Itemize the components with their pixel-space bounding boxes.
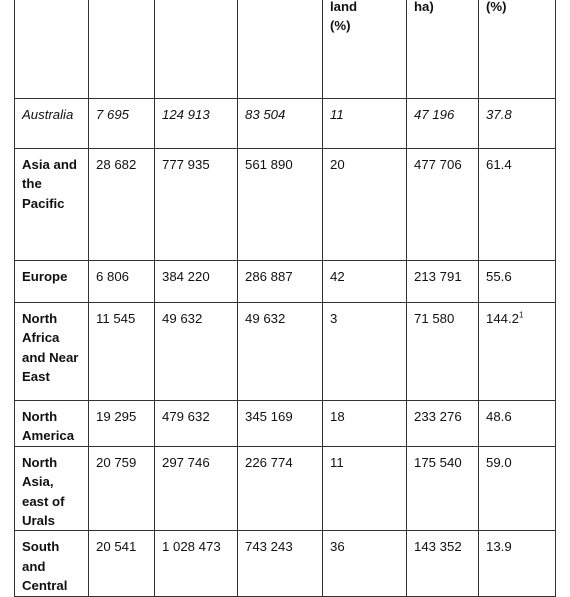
value-text: 233 276 (414, 409, 462, 424)
value-cell (323, 446, 407, 531)
header-cell (155, 0, 238, 99)
value-text: 286 887 (245, 269, 293, 284)
value-cell (238, 99, 323, 149)
value-text: 18 (330, 409, 345, 424)
value-text: 11 (330, 454, 344, 470)
value-text: 83 504 (245, 107, 286, 122)
value-cell (155, 99, 238, 149)
value-cell (238, 531, 323, 596)
value-cell (238, 261, 323, 303)
value-text: 11 545 (96, 311, 136, 326)
region-cell: Australia (15, 99, 89, 149)
value-text: 777 935 (162, 157, 210, 172)
value-text: 36 (330, 539, 345, 555)
value-text: 55.6 (486, 269, 512, 284)
table-header-row (15, 0, 556, 99)
value-text: 47 196 (414, 107, 455, 122)
value-cell (407, 261, 479, 303)
table-row (15, 446, 556, 531)
value-cell (407, 303, 479, 401)
value-cell (89, 303, 155, 401)
value-text: 226 774 (245, 454, 293, 470)
value-text: 213 791 (414, 269, 462, 284)
value-text: 20 (330, 157, 345, 172)
value-text: 13.9 (486, 539, 512, 555)
footnote-marker: 1 (519, 310, 524, 320)
header-cell (238, 0, 323, 99)
region-cell: North Africa and Near East (15, 303, 89, 401)
value-text: 7 695 (96, 107, 130, 122)
value-cell (323, 303, 407, 401)
value-cell (155, 531, 238, 596)
value-text: 49 632 (162, 311, 203, 326)
value-text: 6 806 (96, 269, 130, 284)
table-row (15, 531, 556, 596)
value-cell (89, 261, 155, 303)
value-cell (89, 99, 155, 149)
table-row (15, 149, 556, 261)
value-text: 175 540 (414, 454, 462, 470)
table-row (15, 303, 556, 401)
value-cell (89, 446, 155, 531)
value-text: 19 295 (96, 409, 137, 424)
value-cell (407, 531, 479, 596)
value-text: 71 580 (414, 311, 455, 326)
value-cell (479, 401, 556, 447)
value-text: 28 682 (96, 157, 137, 172)
value-text: 561 890 (245, 157, 293, 172)
value-cell (479, 531, 556, 596)
value-cell (155, 149, 238, 261)
table-row (15, 401, 556, 447)
value-cell (479, 149, 556, 261)
value-cell (407, 99, 479, 149)
value-cell (323, 261, 407, 303)
header-cell: (%) (479, 0, 556, 99)
value-cell (407, 401, 479, 447)
value-cell (323, 401, 407, 447)
value-cell (323, 531, 407, 596)
value-cell (238, 446, 323, 531)
region-cell: North America (15, 401, 89, 447)
region-cell: Europe (15, 261, 89, 303)
region-cell: North Asia, east of Urals (15, 446, 89, 531)
value-cell (323, 99, 407, 149)
value-text: 743 243 (245, 539, 293, 555)
value-text: 11 (330, 107, 344, 122)
value-text: 345 169 (245, 409, 293, 424)
value-cell (238, 303, 323, 401)
table-row (15, 261, 556, 303)
value-text: 143 352 (414, 539, 462, 555)
value-cell (479, 99, 556, 149)
value-text: 1 028 473 (162, 539, 221, 555)
value-cell (238, 149, 323, 261)
value-text: 61.4 (486, 157, 512, 172)
value-cell (155, 303, 238, 401)
header-cell (89, 0, 155, 99)
value-text: 37.8 (486, 107, 512, 122)
value-cell (479, 446, 556, 531)
value-text: 20 759 (96, 454, 137, 470)
value-text: 59.0 (486, 454, 512, 470)
header-cell (15, 0, 89, 99)
value-cell (89, 149, 155, 261)
value-text: 42 (330, 269, 345, 284)
value-cell (155, 261, 238, 303)
value-text: 20 541 (96, 539, 137, 555)
value-cell (407, 446, 479, 531)
value-text: 479 632 (162, 409, 210, 424)
value-text: 477 706 (414, 157, 462, 172)
value-cell (479, 303, 556, 401)
value-text: 48.6 (486, 409, 512, 424)
value-cell (89, 531, 155, 596)
value-text: 384 220 (162, 269, 210, 284)
region-cell: Asia and the Pacific (15, 149, 89, 261)
value-cell (407, 149, 479, 261)
value-text: 124 913 (162, 107, 210, 122)
header-cell: land (%) (323, 0, 407, 99)
land-statistics-table (14, 0, 556, 597)
value-cell (155, 446, 238, 531)
value-cell (155, 401, 238, 447)
value-text: 3 (330, 311, 338, 326)
value-cell (323, 149, 407, 261)
value-cell (479, 261, 556, 303)
value-text: 297 746 (162, 454, 210, 470)
region-cell: South and Central (15, 531, 89, 596)
value-cell (89, 401, 155, 447)
value-text: 49 632 (245, 311, 286, 326)
value-text: 144.2 (486, 311, 520, 326)
header-cell: ha) (407, 0, 479, 99)
value-cell (238, 401, 323, 447)
table-row (15, 99, 556, 149)
